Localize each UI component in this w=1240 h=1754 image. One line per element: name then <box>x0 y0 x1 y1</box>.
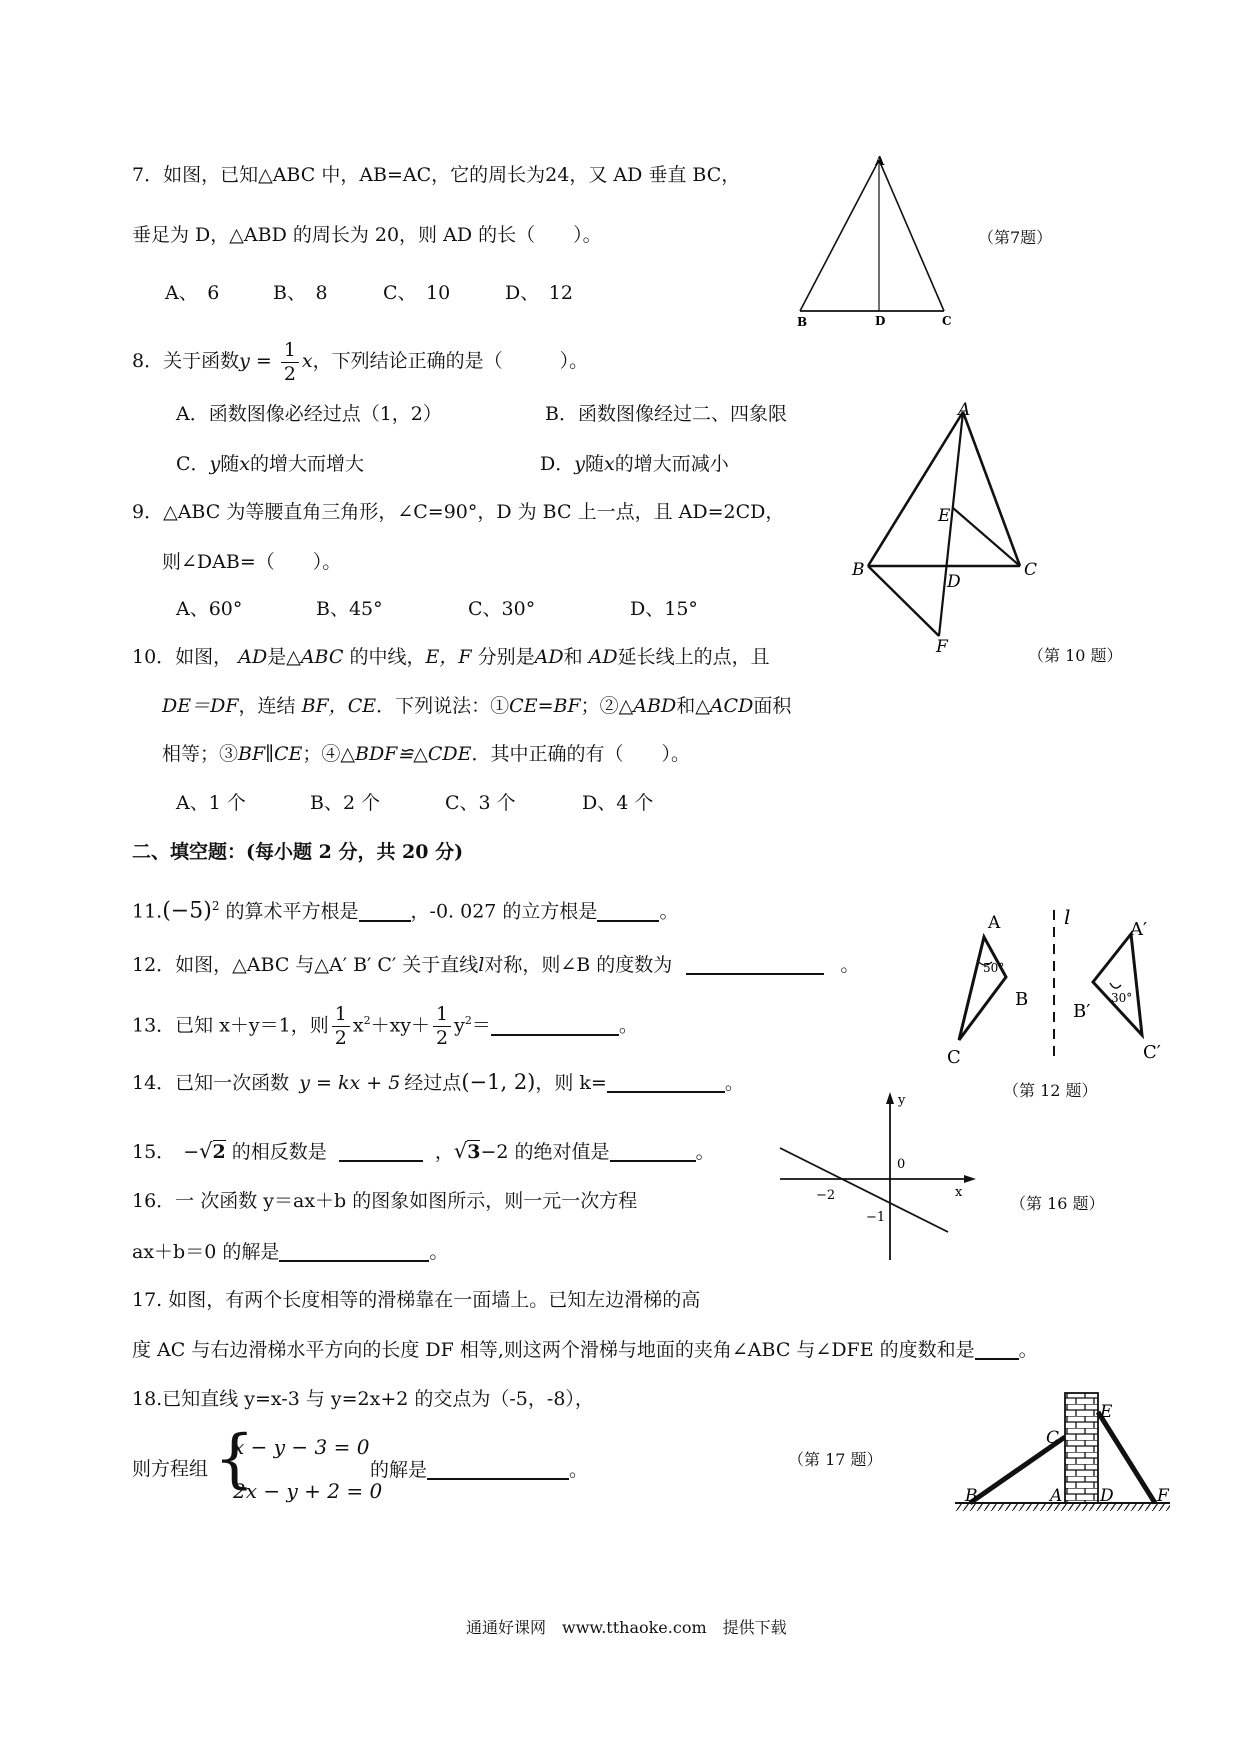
q10-option-c: C、3 个 <box>445 792 516 814</box>
q11-blank2[interactable] <box>597 902 659 922</box>
q9-option-c: C、30° <box>468 598 536 620</box>
q10-l2a: DE＝DF <box>162 695 239 717</box>
q13-blank[interactable] <box>491 1016 619 1036</box>
q8-option-a: A．函数图像必经过点（1，2） <box>176 403 442 425</box>
q12-var-l: l <box>478 954 485 976</box>
q10-l1c: 是△ <box>267 646 301 668</box>
q14-line <box>132 1072 744 1093</box>
q10-l2j: 面积 <box>753 695 792 717</box>
q18-eq2: 2x − y + 2 = 0 <box>233 1479 383 1503</box>
q10-l2e: CE=BF <box>509 695 581 717</box>
q8-optd-var: y <box>574 453 585 475</box>
q10-line2 <box>162 697 791 716</box>
q10-label-d: D <box>947 572 961 592</box>
q7-figure <box>790 150 970 330</box>
q15-sqrt-sign2: √ <box>453 1139 468 1163</box>
q8-eq: = <box>249 350 278 372</box>
q11-end: 。 <box>659 900 679 923</box>
q10-l1b: AD <box>238 646 268 668</box>
q17-line2-text: 度 AC 与右边滑梯水平方向的长度 DF 相等,则这两个滑梯与地面的夹角∠ABC 与∠DFE 的度数和是 <box>132 1339 975 1361</box>
q8-option-b: B．函数图像经过二、四象限 <box>545 403 787 425</box>
q16-line2 <box>132 1242 448 1262</box>
q15-comma: ， <box>434 1141 454 1163</box>
q10-l1e: 的中线， <box>349 646 426 668</box>
q10-l3b: BF∥CE <box>238 743 303 765</box>
q15-mid: 的相反数是 <box>231 1141 327 1163</box>
q12-label-a2: A′ <box>1130 919 1148 940</box>
q10-l1d: ABC <box>300 646 344 668</box>
q8-var-x: x <box>301 350 313 372</box>
q18-brace: { <box>214 1422 255 1496</box>
q12-label-l: l <box>1064 905 1071 929</box>
q8-optd-var2: x <box>603 453 615 475</box>
q10-l1i: 和 <box>563 646 583 668</box>
q16-blank[interactable] <box>279 1242 429 1262</box>
q13-frac1-den: 2 <box>334 1026 347 1049</box>
q18-blank[interactable] <box>427 1460 569 1480</box>
q10-l2c: BF，CE <box>301 695 377 717</box>
q9-option-d: D、15° <box>630 598 698 620</box>
q16-label-x: x <box>955 1185 963 1200</box>
q16-caption: （第 16 题） <box>1010 1194 1105 1213</box>
q12-label-c2: C′ <box>1143 1042 1161 1063</box>
q8-frac-den: 2 <box>283 362 296 385</box>
q13-term1: x <box>352 1014 364 1037</box>
q10-caption: （第 10 题） <box>1028 646 1123 665</box>
q8-option-c <box>176 455 364 474</box>
q14-pre: 14．已知一次函数 <box>132 1072 290 1094</box>
q7-label-c: C <box>942 314 952 328</box>
q13-frac2-den: 2 <box>436 1026 449 1049</box>
q8-optc-var2: x <box>239 453 251 475</box>
q9-line1: 9．△ABC 为等腰直角三角形，∠C=90°，D 为 BC 上一点，且 AD=2CD， <box>132 501 785 523</box>
q10-label-c: C <box>1024 560 1038 580</box>
q10-l1a: 10．如图， <box>132 646 233 668</box>
q15-line <box>132 1141 715 1162</box>
q15-mid2: 的绝对值是 <box>514 1141 610 1163</box>
q13-frac1 <box>332 1002 350 1049</box>
q8-prefix: 8．关于函数 <box>132 350 240 372</box>
q13-frac2 <box>433 1002 451 1049</box>
q12-angle1: 50° <box>983 961 1005 975</box>
q11-num: 11. <box>132 900 163 923</box>
q7-option-b: B、 8 <box>273 282 328 304</box>
q17-line1: 17. 如图，有两个长度相等的滑梯靠在一面墙上。已知左边滑梯的高 <box>132 1289 701 1311</box>
q10-l2g: ABD <box>633 695 677 717</box>
q16-label-m1: −1 <box>866 1210 886 1225</box>
q8-optd-pre: D． <box>540 453 575 475</box>
q15-radicand2: 3 <box>467 1141 481 1163</box>
q11-exp: 2 <box>211 899 220 913</box>
q16-line1: 16．一 次函数 y＝ax＋b 的图象如图所示，则一元一次方程 <box>132 1190 638 1212</box>
q10-option-a: A、1 个 <box>176 792 246 814</box>
q9-line2: 则∠DAB=（ ）。 <box>162 551 342 573</box>
q12-text2: 对称，则∠B 的度数为 <box>484 954 673 976</box>
q13-eq: ＝ <box>471 1014 491 1037</box>
q15-radicand1: 2 <box>212 1141 226 1163</box>
q14-end: 。 <box>724 1072 744 1094</box>
q17-blank[interactable] <box>975 1340 1019 1360</box>
q15-minus2: −2 <box>480 1141 509 1163</box>
q11-mid: 的算术平方根是 <box>225 900 359 923</box>
q13-line <box>132 993 638 1049</box>
q10-option-d: D、4 个 <box>582 792 654 814</box>
q10-l1j: AD <box>588 646 618 668</box>
q18-pre: 则方程组 <box>132 1458 209 1480</box>
q17-end: 。 <box>1018 1339 1038 1361</box>
q12-label-a: A <box>988 913 1001 933</box>
q13-frac2-num: 1 <box>433 1005 451 1027</box>
q10-label-e: E <box>938 506 951 526</box>
q7-option-a: A、 6 <box>165 282 220 304</box>
q10-l1k: 延长线上的点，且 <box>617 646 770 668</box>
q12-label-b: B <box>1015 989 1029 1010</box>
section2-heading: 二、填空题：(每小题 2 分，共 20 分) <box>132 841 464 863</box>
q8-optc-mid: 随 <box>220 453 240 475</box>
q10-l2b: ，连结 <box>238 695 296 717</box>
q18-eq1: x − y − 3 = 0 <box>233 1435 370 1459</box>
q17-line2 <box>132 1340 1038 1360</box>
q14-blank[interactable] <box>607 1073 725 1093</box>
q17-label-d: D <box>1100 1486 1114 1506</box>
q17-caption: （第 17 题） <box>788 1450 883 1469</box>
q10-l3d: BDF≌△CDE <box>354 743 472 765</box>
q13-end: 。 <box>618 1014 638 1037</box>
q10-l3c: ；④△ <box>302 743 355 765</box>
q10-line1 <box>132 648 770 667</box>
q17-figure <box>950 1380 1180 1520</box>
q12-figure <box>940 905 1180 1075</box>
q12-end: 。 <box>840 954 860 976</box>
q14-fn: y = kx + 5 <box>299 1072 401 1094</box>
q10-figure <box>850 400 1050 660</box>
q17-label-b: B <box>965 1486 978 1506</box>
q8-frac-num: 1 <box>281 341 299 363</box>
q13-term2: y <box>454 1014 465 1037</box>
q13-mid: ＋xy＋ <box>370 1014 431 1037</box>
q10-l1h: AD <box>534 646 564 668</box>
q8-optc-pre: C． <box>176 453 210 475</box>
q8-optc-post: 的增大而增大 <box>250 453 365 475</box>
q11-line <box>132 900 678 922</box>
q7-label-a: A <box>875 154 885 168</box>
q10-l3e: ．其中正确的有（ ）。 <box>471 743 691 765</box>
q7-label-d: D <box>875 314 886 328</box>
q17-label-c: C <box>1046 1428 1060 1448</box>
q14-mid: 经过点 <box>404 1072 462 1094</box>
q12-text: 12．如图，△ABC 与△A′ B′ C′ 关于直线 <box>132 954 479 976</box>
q7-label-b: B <box>797 315 808 329</box>
q7-line1: 7．如图，已知△ABC 中，AB=AC，它的周长为24，又 AD 垂直 BC， <box>132 164 741 186</box>
q10-l1g: 分别是 <box>477 646 535 668</box>
q16-figure <box>770 1090 980 1260</box>
q10-l3a: 相等；③ <box>162 743 239 765</box>
q11-mid2: ，-0. 027 的立方根是 <box>410 900 598 923</box>
q14-point: (−1, 2) <box>461 1070 536 1094</box>
q10-l2h: 和△ <box>676 695 710 717</box>
q10-label-f: F <box>936 637 948 657</box>
q8-suffix: ，下列结论正确的是（ ）。 <box>312 350 589 372</box>
q8-var-y: y <box>239 350 250 372</box>
q12-angle2: 30° <box>1111 991 1133 1005</box>
q11-expr: (−5) <box>162 898 212 924</box>
q15-pre: 15． <box>132 1141 176 1163</box>
q13-pre: 13．已知 x＋y＝1，则 <box>132 1014 329 1037</box>
q10-l2f: ；②△ <box>580 695 634 717</box>
q8-optc-var: y <box>209 453 221 475</box>
q13-exp1: 2 <box>363 1014 371 1027</box>
q18-post-text: 的解是 <box>370 1459 428 1481</box>
q17-label-e: E <box>1100 1402 1113 1422</box>
q8-stem <box>132 338 588 384</box>
q16-label-origin: 0 <box>897 1157 906 1172</box>
q12-blank[interactable] <box>686 955 824 975</box>
q12-caption: （第 12 题） <box>1003 1081 1098 1100</box>
q10-l2i: ACD <box>709 695 754 717</box>
q15-blank2[interactable] <box>610 1142 696 1162</box>
q7-caption: （第7题） <box>978 228 1053 247</box>
q16-label-y: y <box>898 1093 906 1108</box>
q17-label-a: A <box>1050 1486 1063 1506</box>
q10-label-b: B <box>852 560 865 580</box>
q18-line1: 18.已知直线 y=x-3 与 y=2x+2 的交点为（-5，-8）， <box>132 1388 594 1410</box>
q12-label-b2: B′ <box>1073 1001 1091 1022</box>
q17-label-f: F <box>1157 1486 1169 1506</box>
q7-option-c: C、 10 <box>383 282 451 304</box>
q8-optd-post: 的增大而减小 <box>614 453 729 475</box>
q13-exp2: 2 <box>464 1014 472 1027</box>
q18-end: 。 <box>569 1459 589 1481</box>
q10-option-b: B、2 个 <box>310 792 381 814</box>
q9-option-b: B、45° <box>316 598 383 620</box>
q8-option-d <box>540 455 729 474</box>
q13-frac1-num: 1 <box>332 1005 350 1027</box>
q15-blank1[interactable] <box>339 1142 423 1162</box>
q10-line3 <box>162 745 690 764</box>
q16-label-m2: −2 <box>816 1188 836 1203</box>
q12-line <box>132 955 859 975</box>
q16-line2-text: ax＋b＝0 的解是 <box>132 1241 280 1263</box>
q15-sqrt-sign: √ <box>199 1139 213 1163</box>
q16-end: 。 <box>429 1241 449 1263</box>
q8-fraction <box>281 338 299 385</box>
q18-post <box>370 1460 588 1480</box>
q10-l2d: ．下列说法：① <box>376 695 510 717</box>
q15-end: 。 <box>695 1141 715 1163</box>
page-footer: 通通好课网 www.tthaoke.com 提供下载 <box>466 1618 787 1637</box>
q8-optd-mid: 随 <box>584 453 604 475</box>
q15-neg: − <box>183 1141 200 1163</box>
q11-blank1[interactable] <box>359 902 411 922</box>
q9-option-a: A、60° <box>176 598 243 620</box>
q12-label-c: C <box>947 1047 961 1068</box>
q7-option-d: D、 12 <box>505 282 573 304</box>
q10-l1f: E，F <box>425 646 472 668</box>
q10-label-a: A <box>958 400 971 420</box>
q7-line2: 垂足为 D，△ABD 的周长为 20，则 AD 的长（ ）。 <box>132 224 602 246</box>
q14-post: ，则 k= <box>535 1072 607 1094</box>
